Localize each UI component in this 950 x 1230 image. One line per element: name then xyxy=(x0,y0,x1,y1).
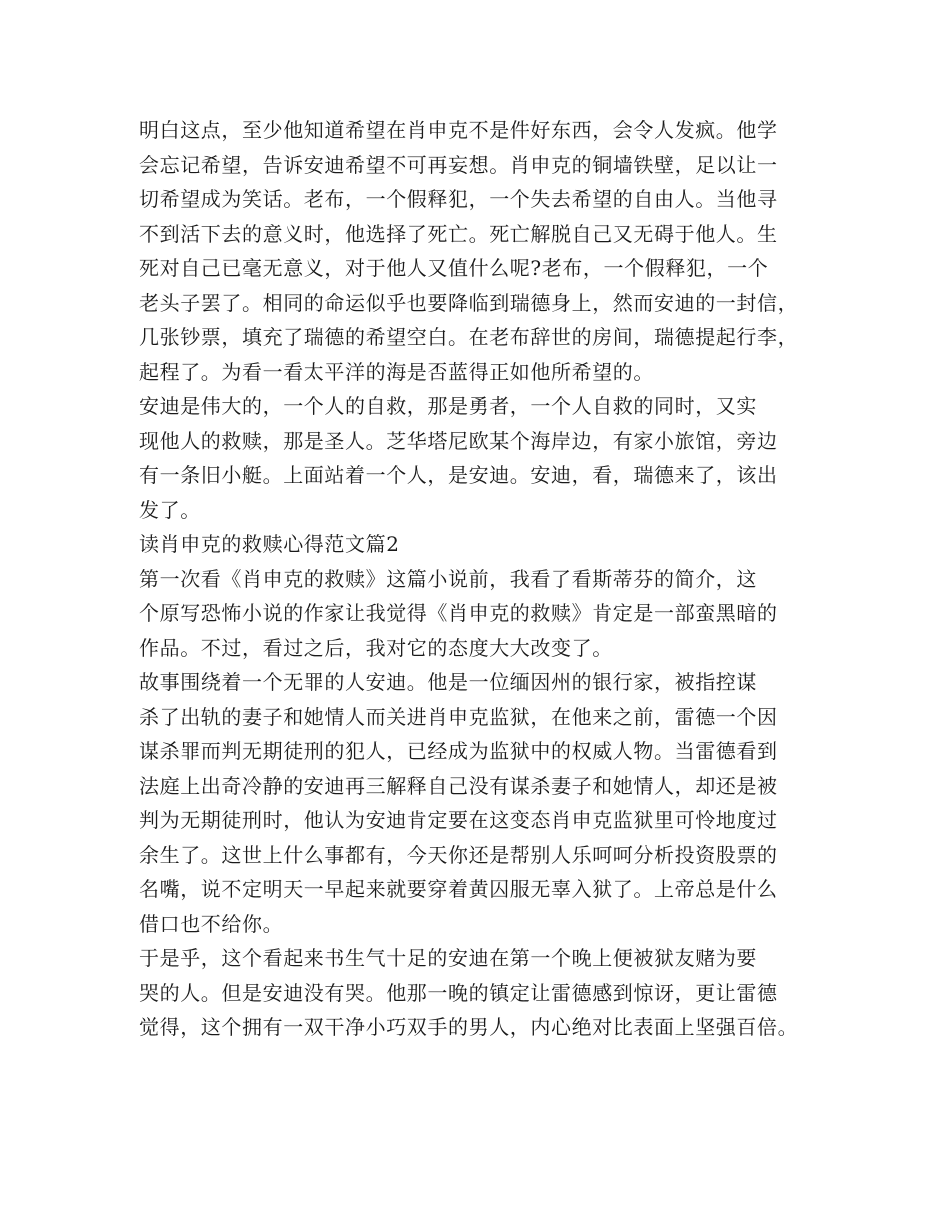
text-line: 安迪是伟大的，一个人的自救，那是勇者，一个人自救的同时，又实 xyxy=(139,394,757,418)
text-line: 起程了。为看一看太平洋的海是否蓝得正如他所希望的。 xyxy=(139,359,654,384)
text-line: 几张钞票，填充了瑞德的希望空白。在老布辞世的房间，瑞德提起行李， xyxy=(139,325,799,349)
text-line: 余生了。这世上什么事都有，今天你还是帮别人乐呵呵分析投资股票的 xyxy=(139,842,778,867)
text-line: 杀了出轨的妻子和她情人而关进肖申克监狱，在他来之前，雷德一个因 xyxy=(139,704,778,729)
body-text xyxy=(139,113,829,1045)
text-line: 现他人的救赎，那是圣人。芝华塔尼欧某个海岸边，有家小旅馆，旁边 xyxy=(139,428,778,453)
text-line: 故事围绕着一个无罪的人安迪。他是一位缅因州的银行家，被指控谋 xyxy=(139,670,757,694)
text-line: 判为无期徒刑时，他认为安迪肯定要在这变态肖申克监狱里可怜地度过 xyxy=(139,808,778,832)
text-line: 有一条旧小艇。上面站着一个人，是安迪。安迪，看，瑞德来了，该出 xyxy=(139,463,778,487)
text-line: 切希望成为笑话。老布，一个假释犯，一个失去希望的自由人。当他寻 xyxy=(139,187,778,211)
text-line: 哭的人。但是安迪没有哭。他那一晚的镇定让雷德感到惊讶，更让雷德 xyxy=(139,980,778,1005)
text-line: 于是乎，这个看起来书生气十足的安迪在第一个晚上便被狱友赌为要 xyxy=(139,946,757,970)
text-line: 借口也不给你。 xyxy=(139,911,284,936)
text-line: 明白这点，至少他知道希望在肖申克不是件好东西，会令人发疯。他学 xyxy=(139,118,778,142)
text-line: 个原写恐怖小说的作家让我觉得《肖申克的救赎》肯定是一部蛮黑暗的 xyxy=(139,601,778,625)
text-line: 觉得，这个拥有一双干净小巧双手的男人，内心绝对比表面上坚强百倍。 xyxy=(139,1015,799,1039)
text-line: 老头子罢了。相同的命运似乎也要降临到瑞德身上，然而安迪的一封信， xyxy=(139,290,799,315)
text-line: 法庭上出奇冷静的安迪再三解释自己没有谋杀妻子和她情人，却还是被 xyxy=(139,773,778,798)
text-line: 谋杀罪而判无期徒刑的犯人，已经成为监狱中的权威人物。当雷德看到 xyxy=(139,739,778,763)
text-line: 作品。不过，看过之后，我对它的态度大大改变了。 xyxy=(139,635,613,660)
text-line: 第一次看《肖申克的救赎》这篇小说前，我看了看斯蒂芬的简介，这 xyxy=(139,566,757,591)
text-line: 名嘴，说不定明天一早起来就要穿着黄囚服无辜入狱了。上帝总是什么 xyxy=(139,877,778,901)
text-line: 不到活下去的意义时，他选择了死亡。死亡解脱自己又无碍于他人。生 xyxy=(139,221,778,246)
section-heading: 读肖申克的救赎心得范文篇2 xyxy=(139,532,400,556)
text-line: 死对自己已毫无意义，对于他人又值什么呢?老布，一个假释犯，一个 xyxy=(139,256,769,280)
text-line: 会忘记希望，告诉安迪希望不可再妄想。肖申克的铜墙铁壁，足以让一 xyxy=(139,152,778,177)
text-line: 发了。 xyxy=(139,497,201,522)
